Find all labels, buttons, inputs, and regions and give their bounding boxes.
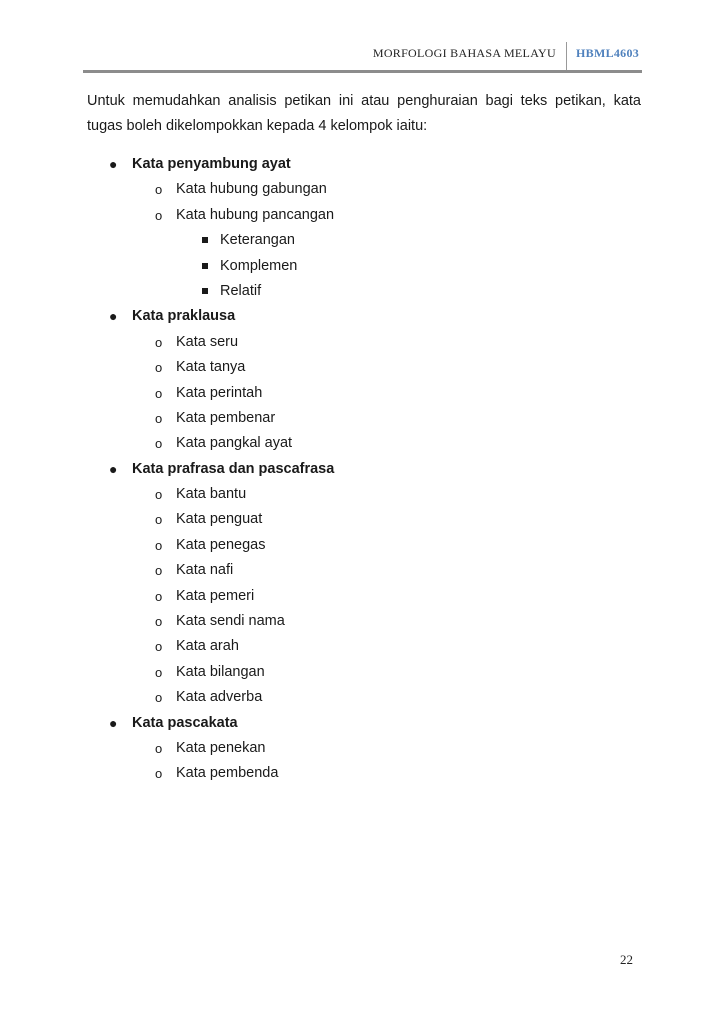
list-item — [0, 381, 728, 406]
list-item-text: Kata sendi nama — [176, 613, 285, 630]
list-item — [0, 609, 728, 634]
intro-paragraph: Untuk memudahkan analisis petikan ini atau penghuraian bagi teks petikan, kata tugas boleh dikelompokkan kepada 4 kelompok iaitu: — [87, 93, 641, 134]
bullet-circle-icon: o — [155, 207, 163, 223]
list-item — [0, 431, 728, 456]
list-item-text: Komplemen — [220, 257, 298, 274]
list-item-text: Kata pembenar — [176, 409, 276, 426]
list-item-text: Kata arah — [176, 638, 239, 655]
list-item-text: Kata penegas — [176, 536, 266, 553]
list-item-text: Kata bilangan — [176, 663, 265, 680]
list-item-text: Kata praklausa — [132, 308, 236, 325]
list-item — [0, 584, 728, 609]
bullet-circle-icon: o — [155, 385, 163, 401]
bullet-dot-icon: ● — [109, 308, 118, 325]
list-item — [0, 330, 728, 355]
list-item-text: Kata prafrasa dan pascafrasa — [132, 460, 335, 477]
bullet-circle-icon: o — [155, 182, 163, 198]
header-rule — [83, 70, 642, 73]
bullet-circle-icon: o — [155, 436, 163, 452]
list-item — [0, 736, 728, 761]
bullet-square-icon — [202, 288, 208, 294]
bullet-circle-icon: o — [155, 664, 163, 680]
list-item-text: Kata tanya — [176, 359, 246, 376]
list-item-text: Kata penyambung ayat — [132, 156, 291, 172]
list-item — [0, 152, 728, 177]
list-item-text: Kata perintah — [176, 384, 263, 401]
bullet-circle-icon: o — [155, 334, 163, 350]
list-item — [0, 228, 728, 253]
bullet-circle-icon: o — [155, 639, 163, 655]
bullet-circle-icon: o — [155, 512, 163, 528]
list-item-text: Kata penguat — [176, 511, 263, 528]
list-item — [0, 533, 728, 558]
bullet-square-icon — [202, 237, 208, 243]
list-item — [0, 482, 728, 507]
list-item — [0, 761, 728, 786]
list-item-text: Kata pascakata — [132, 714, 238, 731]
outline-list — [0, 152, 728, 787]
bullet-circle-icon: o — [155, 766, 163, 782]
list-item — [0, 507, 728, 532]
list-item-text: Kata pembenda — [176, 765, 279, 782]
bullet-circle-icon: o — [155, 740, 163, 756]
list-item — [0, 203, 728, 228]
bullet-circle-icon: o — [155, 360, 163, 376]
page-header — [0, 38, 642, 72]
bullet-circle-icon: o — [155, 537, 163, 553]
list-item — [0, 355, 728, 380]
bullet-circle-icon: o — [155, 614, 163, 630]
list-item — [0, 634, 728, 659]
list-item — [0, 304, 728, 329]
list-item — [0, 558, 728, 583]
list-item — [0, 279, 728, 304]
bullet-circle-icon: o — [155, 487, 163, 503]
page-number: 22 — [620, 952, 633, 967]
list-item — [0, 254, 728, 279]
list-item — [0, 660, 728, 685]
list-item — [0, 457, 728, 482]
list-item — [0, 177, 728, 202]
bullet-dot-icon: ● — [109, 714, 118, 731]
bullet-dot-icon: ● — [109, 156, 118, 172]
header-title: MORFOLOGI BAHASA MELAYU — [372, 46, 556, 60]
list-item-text: Keterangan — [220, 232, 295, 249]
list-item-text: Kata adverba — [176, 689, 263, 706]
bullet-circle-icon: o — [155, 588, 163, 604]
list-item-text: Relatif — [220, 282, 262, 299]
bullet-circle-icon: o — [155, 410, 163, 426]
list-item-text: Kata nafi — [176, 562, 234, 579]
bullet-circle-icon: o — [155, 563, 163, 579]
list-item-text: Kata penekan — [176, 739, 266, 756]
list-item — [0, 711, 728, 736]
bullet-dot-icon: ● — [109, 460, 118, 477]
bullet-square-icon — [202, 263, 208, 269]
list-item — [0, 406, 728, 431]
list-item-text: Kata hubung gabungan — [176, 181, 327, 198]
header-divider — [566, 42, 567, 70]
list-item-text: Kata pemeri — [176, 587, 255, 604]
bullet-circle-icon: o — [155, 690, 163, 706]
list-item-text: Kata bantu — [176, 486, 247, 503]
list-item-text: Kata pangkal ayat — [176, 435, 293, 452]
course-code: HBML4603 — [576, 46, 640, 60]
list-item-text: Kata hubung pancangan — [176, 206, 335, 223]
list-item-text: Kata seru — [176, 333, 239, 350]
list-item — [0, 685, 728, 710]
